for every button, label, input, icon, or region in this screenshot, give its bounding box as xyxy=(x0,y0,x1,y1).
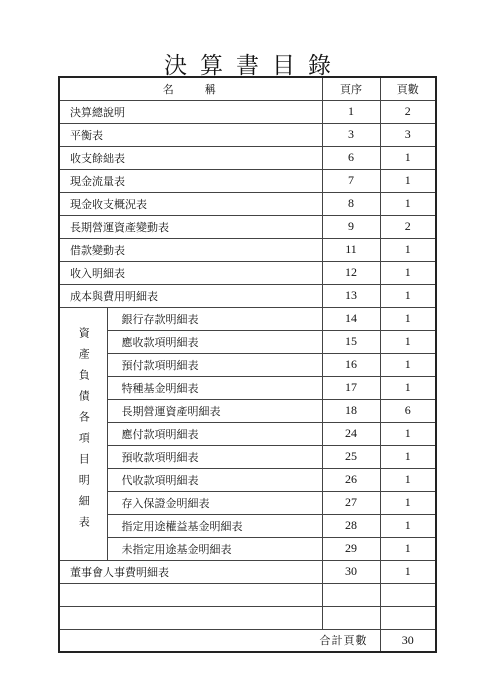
item-page-count: 2 xyxy=(380,100,436,123)
item-page-count: 6 xyxy=(380,399,436,422)
item-name: 未指定用途基金明細表 xyxy=(107,537,322,560)
item-page-count: 1 xyxy=(380,169,436,192)
item-page-order: 28 xyxy=(322,514,380,537)
item-page-count: 1 xyxy=(380,514,436,537)
toc-table xyxy=(58,76,437,653)
item-page-order: 17 xyxy=(322,376,380,399)
item-page-order: 18 xyxy=(322,399,380,422)
item-page-count: 1 xyxy=(380,445,436,468)
item-name: 代收款項明細表 xyxy=(107,468,322,491)
item-page-order: 13 xyxy=(322,284,380,307)
table-row xyxy=(59,445,436,468)
item-name: 現金流量表 xyxy=(59,169,322,192)
table-row xyxy=(59,468,436,491)
header-row xyxy=(59,77,436,100)
item-name: 成本與費用明細表 xyxy=(59,284,322,307)
item-page-count: 1 xyxy=(380,422,436,445)
item-page-count: 1 xyxy=(380,284,436,307)
item-page-order xyxy=(322,583,380,606)
item-page-count: 1 xyxy=(380,468,436,491)
total-value: 30 xyxy=(380,629,436,652)
item-page-order: 29 xyxy=(322,537,380,560)
table-row xyxy=(59,330,436,353)
item-page-order: 11 xyxy=(322,238,380,261)
table-row xyxy=(59,100,436,123)
item-page-count: 2 xyxy=(380,215,436,238)
item-page-order: 14 xyxy=(322,307,380,330)
item-page-count: 1 xyxy=(380,376,436,399)
item-name: 董事會人事費明細表 xyxy=(59,560,322,583)
item-name xyxy=(59,583,322,606)
item-name: 特種基金明細表 xyxy=(107,376,322,399)
item-page-order: 3 xyxy=(322,123,380,146)
table-row xyxy=(59,514,436,537)
header-count: 頁數 xyxy=(380,77,436,100)
table-row xyxy=(59,537,436,560)
item-page-order: 8 xyxy=(322,192,380,215)
item-page-count: 1 xyxy=(380,192,436,215)
item-name: 存入保證金明細表 xyxy=(107,491,322,514)
table-row xyxy=(59,123,436,146)
item-name: 決算總說明 xyxy=(59,100,322,123)
item-page-count: 1 xyxy=(380,330,436,353)
item-name: 收入明細表 xyxy=(59,261,322,284)
item-page-order: 27 xyxy=(322,491,380,514)
item-name: 應付款項明細表 xyxy=(107,422,322,445)
table-row xyxy=(59,422,436,445)
table-row xyxy=(59,284,436,307)
item-page-count: 1 xyxy=(380,238,436,261)
item-page-order: 24 xyxy=(322,422,380,445)
item-page-order: 6 xyxy=(322,146,380,169)
item-page-order: 7 xyxy=(322,169,380,192)
item-page-count: 1 xyxy=(380,491,436,514)
item-page-order: 9 xyxy=(322,215,380,238)
item-page-count: 1 xyxy=(380,146,436,169)
item-name: 長期營運資產變動表 xyxy=(59,215,322,238)
item-page-order: 26 xyxy=(322,468,380,491)
item-name: 現金收支概況表 xyxy=(59,192,322,215)
item-name: 銀行存款明細表 xyxy=(107,307,322,330)
header-order: 頁序 xyxy=(322,77,380,100)
item-page-order xyxy=(322,606,380,629)
item-page-count: 1 xyxy=(380,537,436,560)
item-page-order: 12 xyxy=(322,261,380,284)
page-title: 決算書目錄 xyxy=(164,53,344,80)
item-page-count: 1 xyxy=(380,261,436,284)
item-page-count xyxy=(380,583,436,606)
toc-body xyxy=(59,100,436,652)
item-name: 借款變動表 xyxy=(59,238,322,261)
table-row xyxy=(59,353,436,376)
item-name: 預收款項明細表 xyxy=(107,445,322,468)
total-label: 合計頁數 xyxy=(59,629,380,652)
item-name: 預付款項明細表 xyxy=(107,353,322,376)
table-row xyxy=(59,307,436,330)
item-name: 指定用途權益基金明細表 xyxy=(107,514,322,537)
item-page-order: 25 xyxy=(322,445,380,468)
table-row xyxy=(59,215,436,238)
table-row xyxy=(59,376,436,399)
item-name: 收支餘絀表 xyxy=(59,146,322,169)
item-name: 平衡表 xyxy=(59,123,322,146)
item-page-count: 1 xyxy=(380,353,436,376)
table-row xyxy=(59,583,436,606)
table-row xyxy=(59,606,436,629)
table-row xyxy=(59,238,436,261)
table-row xyxy=(59,146,436,169)
item-page-order: 15 xyxy=(322,330,380,353)
table-row xyxy=(59,169,436,192)
item-page-count: 3 xyxy=(380,123,436,146)
item-page-count: 1 xyxy=(380,307,436,330)
group-label: 資產負債各項目明細表 xyxy=(77,327,91,537)
table-row xyxy=(59,261,436,284)
table-row xyxy=(59,560,436,583)
item-page-count xyxy=(380,606,436,629)
group-label-cell xyxy=(59,307,107,560)
item-page-order: 16 xyxy=(322,353,380,376)
table-row xyxy=(59,491,436,514)
item-name xyxy=(59,606,322,629)
item-page-order: 1 xyxy=(322,100,380,123)
total-row xyxy=(59,629,436,652)
item-name: 長期營運資產明細表 xyxy=(107,399,322,422)
table-row xyxy=(59,192,436,215)
header-name: 名 稱 xyxy=(59,77,322,100)
item-page-order: 30 xyxy=(322,560,380,583)
item-name: 應收款項明細表 xyxy=(107,330,322,353)
item-page-count: 1 xyxy=(380,560,436,583)
table-row xyxy=(59,399,436,422)
